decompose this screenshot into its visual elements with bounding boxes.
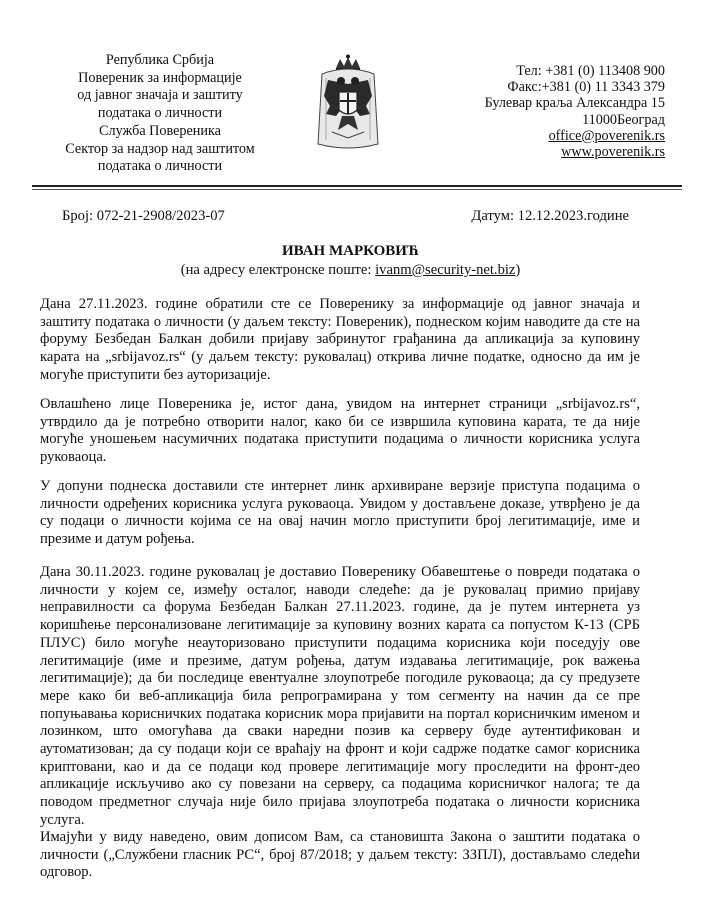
phone-line: Тел: +381 (0) 113408 900	[516, 63, 665, 79]
issuer-line: података о личности	[97, 158, 223, 175]
addressee-email-suffix: )	[515, 262, 521, 278]
city-line: 11000Београд	[582, 111, 665, 128]
website-link[interactable]: www.poverenik.rs	[561, 144, 665, 161]
addressee-email-link[interactable]: ivanm@security-net.biz	[375, 262, 516, 278]
reference-number: Број: 072-21-2908/2023-07	[62, 208, 225, 224]
body-paragraph: Имајући у виду наведено, овим дописом Вам, са становишта Закона о заштити података о личности („Службени гласник РС“, број 87/2018; у даљем тексту: ЗЗПЛ), достављамо следећи одговор.	[40, 829, 640, 881]
header-divider-thin	[32, 189, 682, 190]
email-link[interactable]: office@poverenik.rs	[548, 127, 665, 144]
issuer-block	[40, 52, 280, 176]
body-paragraph: Дана 30.11.2023. године руковалац је доставио Поверенику Обавештење о повреди података о личности у којем се, између осталог, наводи следеће: да је руковалац примио пријаву неправилности са форума Безбедан Балкан 27.11.2023. године, да је путем интернета уз коришћење персонализоване легитимације за куповину возних карата са попустом К-13 (СРБ ПЛУС) било могуће неауторизовано приступити подацима корисника који поседују ове легитимације (име и презиме, датум рођења, датум издавања легитимације, рок важења легитимације); да би последице евентуалне злоупотребе погодиле руковаоца; да су предузете мере како би веб-апликација била репрограмирана у том сегменту на начин да се пре попуњавања корисничких података корисник мора пријавити на портал корисничким именом и лозинком, што омогућава да сваки наредни позив ка серверу буде аутентификован и аутоматизован; да су подаци који се враћају на фронт и који садрже податке самог корисника криптовани, као и да се подаци код провере легитимације могу проследити на фронт-део апликације искључиво ако су повезани на серверу, са подацима корисничког налога; те да поводом предметног случаја није било пријава злоупотреба података о личности корисника услуга.	[40, 564, 640, 828]
header-divider	[32, 185, 682, 187]
street-line: Булевар краља Александра 15	[484, 95, 665, 112]
issuer-line: Служба Повереника	[99, 122, 221, 139]
issuer-line: података о личности	[97, 105, 223, 122]
issuer-line: Повереник за информације	[78, 69, 242, 86]
addressee-email-prefix: (на адресу електронске поште:	[180, 262, 376, 278]
addressee-email-line	[0, 262, 701, 280]
body-paragraph: Дана 27.11.2023. године обратили сте се Поверенику за информације од јавног значаја и заштиту података о личности (у даљем тексту: Повереник), поднеском којим наводите да сте на форуму Безбедан Балкан добили пријаву забринутог грађанина да апликација за куповину карата на „srbijavoz.rs“ (у даљем тексту: руковалац) открива личне податке, односно да им је могуће приступити без ауторизације.	[40, 296, 640, 383]
issuer-line: од јавног значаја и заштиту	[77, 87, 243, 104]
issuer-line: Република Србија	[105, 52, 215, 68]
fax-line: Факс:+381 (0) 11 3343 379	[507, 79, 665, 96]
addressee-name: ИВАН МАРКОВИЋ	[282, 243, 419, 259]
issuer-line: Сектор за надзор над заштитом	[65, 140, 255, 157]
body-paragraph: У допуни поднеска доставили сте интернет линк архивиране верзије приступа подацима о личности одређених корисника услуга руковаоца. Увидом у достављене доказе, утврђено је да су подаци о личности којима се на овај начин могло приступити број легитимације, име и презиме и датум рођења.	[40, 478, 640, 548]
contact-block	[455, 63, 665, 160]
serbian-coat-of-arms-icon	[312, 54, 384, 154]
body-paragraph: Овлашћено лице Повереника је, истог дана, увидом на интернет страници „srbijavoz.rs“, утврдило да је потребно отворити налог, како би се извршила куповина карата, те да није могуће уношењем насумичних података приступити подацима о личности корисника услуга руковаоца.	[40, 396, 640, 466]
reference-date: Датум: 12.12.2023.године	[471, 208, 629, 224]
